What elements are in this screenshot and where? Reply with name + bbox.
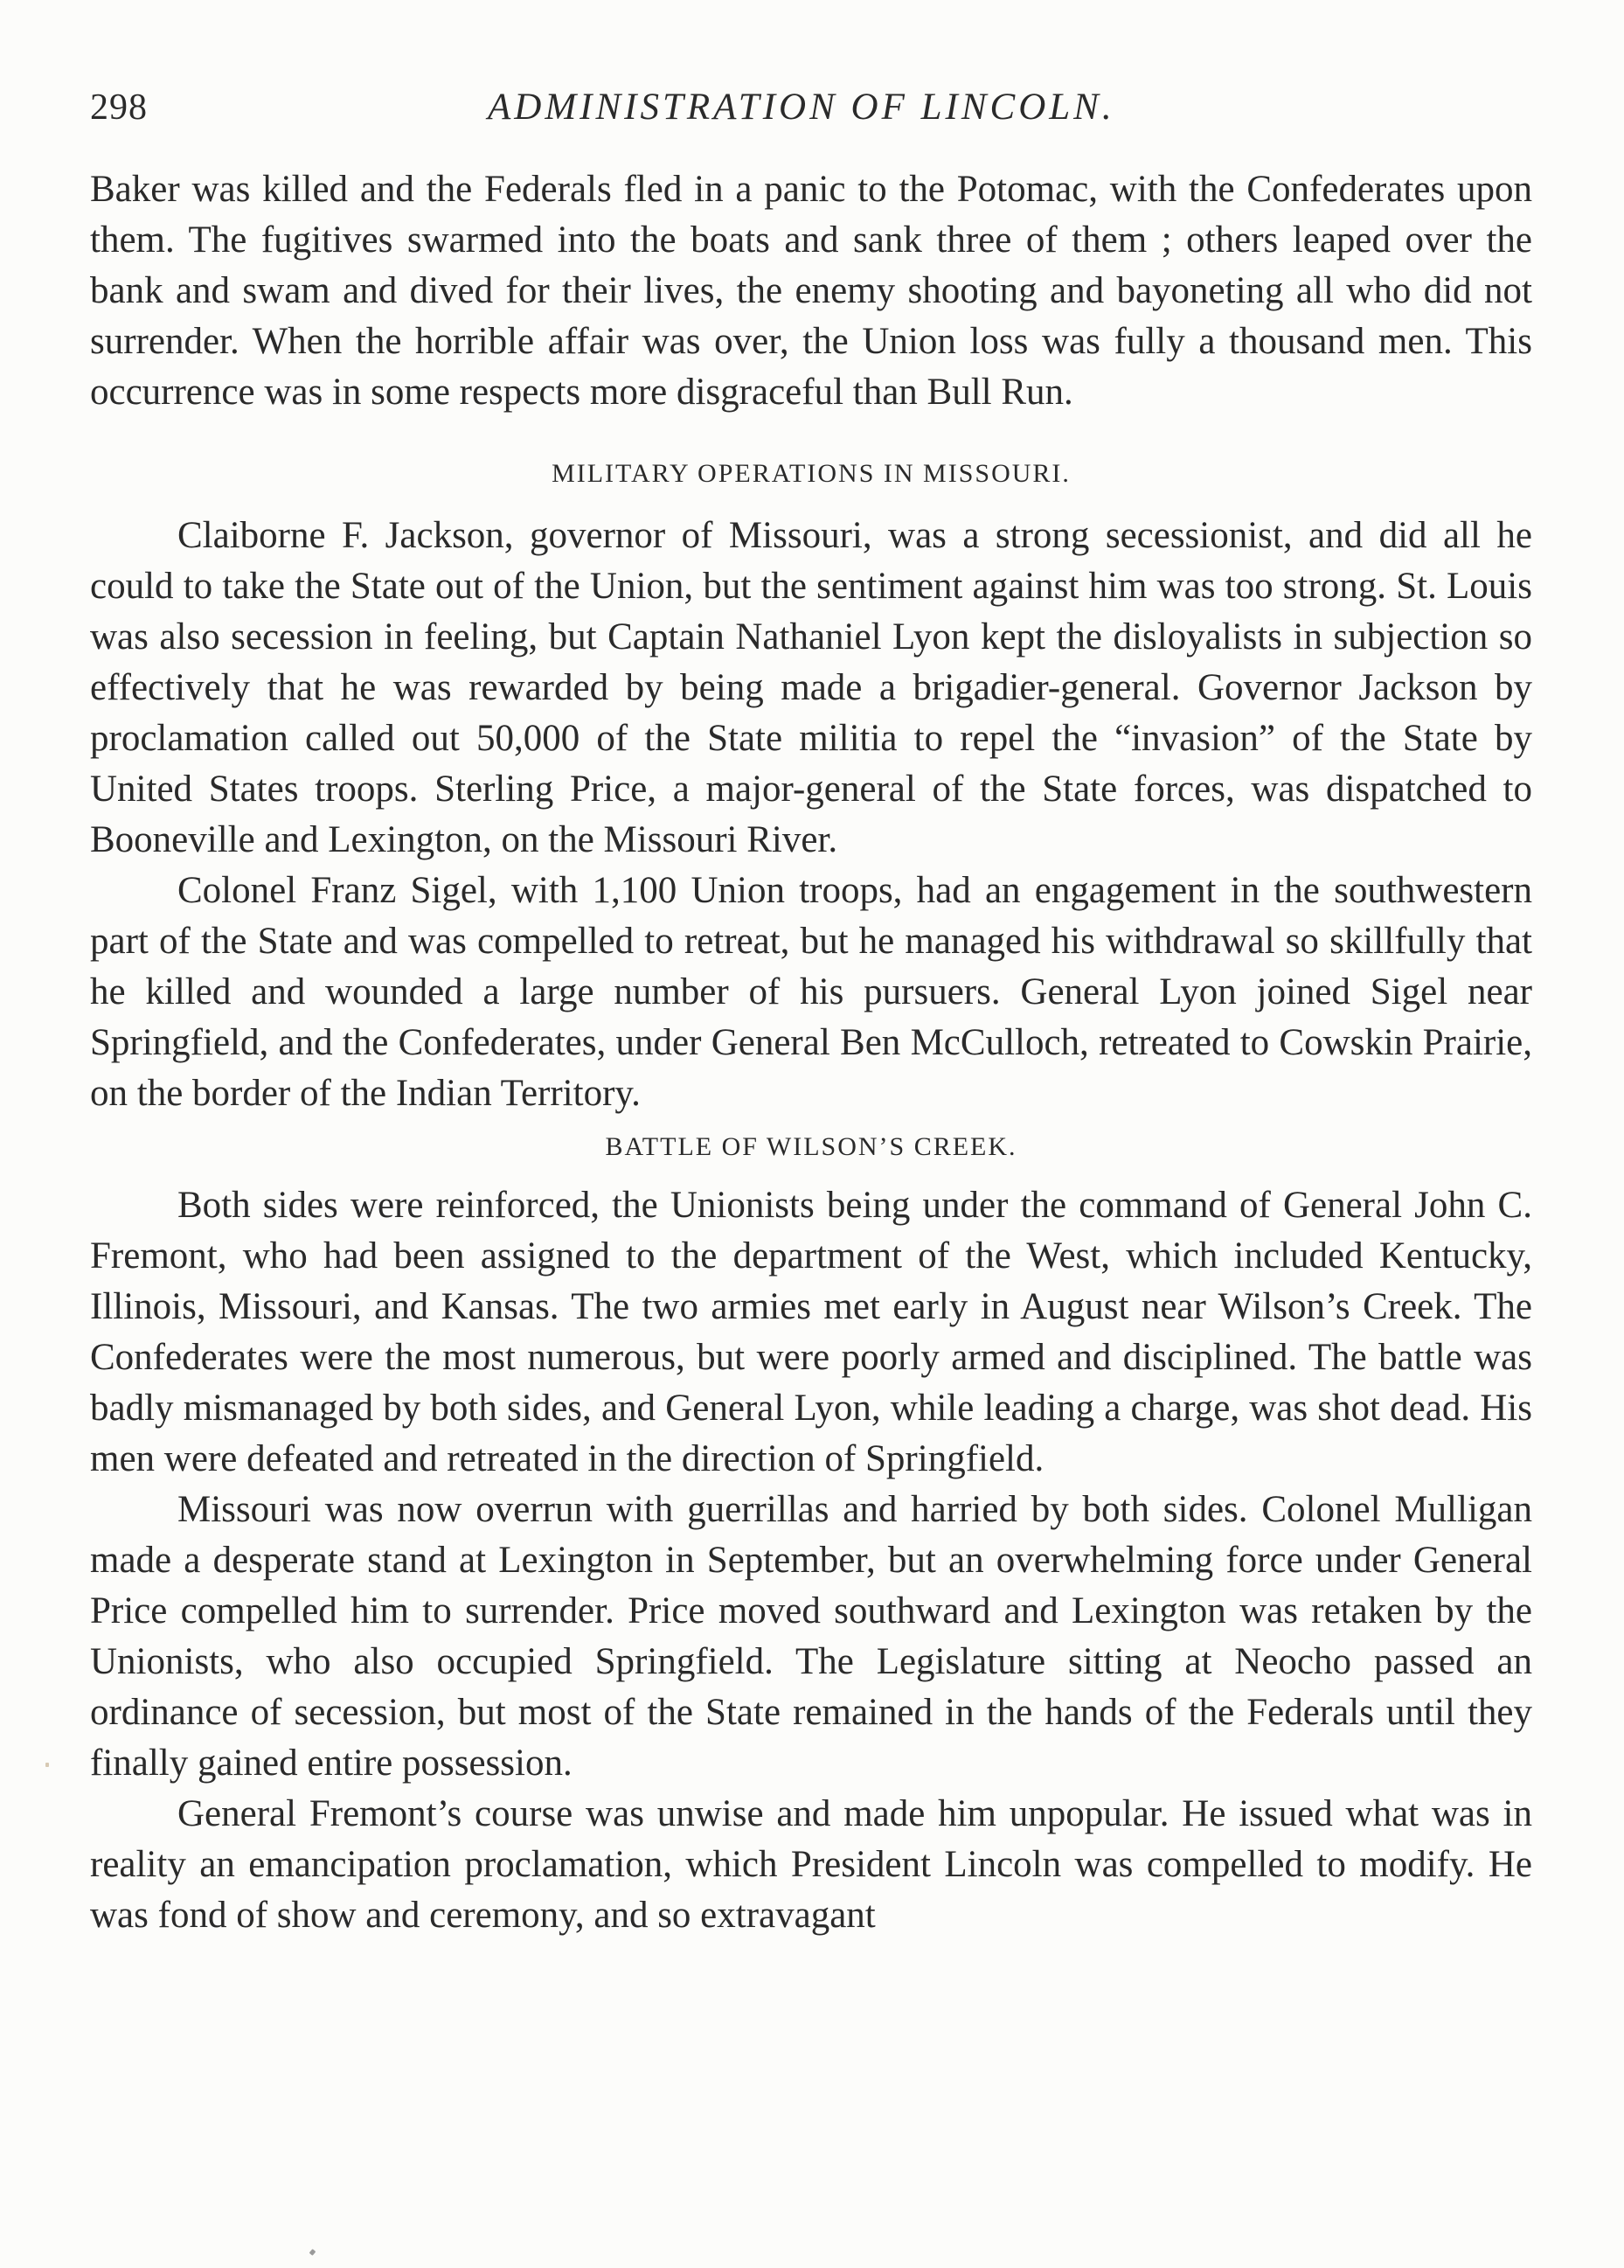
paragraph-franz-sigel: Colonel Franz Sigel, with 1,100 Union troops, had an engagement in the southwestern part of the State and was compelled to retreat, but he managed his withdrawal so skillfully that he killed and wounded a large number of his pursuers. General Lyon joined Sigel near Springfield, and the Confederates, under General Ben McCulloch, retreated to Cowskin Prairie, on the border of the Indian Territory. [90,870,1532,1114]
paper-speck [45,1763,49,1767]
paragraph-fremont-course: General Fremont’s course was unwise and made him unpopular. He issued what was in reality an emancipation proclamation, which President Lincoln was compelled to modify. He was fond of show and ceremony, and so extravagant [90,1793,1532,1936]
section-heading-wilsons-creek: BATTLE OF WILSON’S CREEK. [605,1132,1017,1161]
page-number: 298 [90,87,148,128]
paragraph-both-sides-reinforced: Both sides were reinforced, the Unionists being under the command of General John C. Fremont, who had been assigned to the department of the West, which included Kentucky, Illinois, Missouri, and Kansas. The two armies met early in August near Wilson’s Creek. The Confederates were the most numerous, but were poorly armed and disciplined. The battle was badly mismanaged by both sides, and General Lyon, while leading a charge, was shot dead. His men were defeated and retreated in the direction of Springfield. [90,1185,1532,1479]
paragraph-claiborne-jackson: Claiborne F. Jackson, governor of Missouri, was a strong secessionist, and did all he could to take the State out of the Union, but the sentiment against him was too strong. St. Louis was also secession in feeling, but Captain Nathaniel Lyon kept the disloyalists in subjection so effectively that he was rewarded by being made a brigadier-general. Governor Jackson by proclamation called out 50,000 of the State militia to repel the “invasion” of the State by United States troops. Sterling Price, a major-general of the State forces, was dispatched to Booneville and Lexington, on the Missouri River. [90,515,1532,860]
running-title: ADMINISTRATION OF LINCOLN. [488,87,1115,128]
paragraph-baker-killed: Baker was killed and the Federals fled in a panic to the Potomac, with the Confederates upon them. The fugitives swarmed into the boats and sank three of them ; others leaped over the bank and swam and dived for their lives, the enemy shooting and bayoneting all who did not surrender. When the horrible affair was over, the Union loss was fully a thousand men. This occurrence was in some respects more disgraceful than Bull Run. [90,169,1532,413]
section-heading-missouri: MILITARY OPERATIONS IN MISSOURI. [552,459,1071,488]
body-text [90,164,1532,1941]
running-head [90,77,1532,138]
paragraph-missouri-overrun: Missouri was now overrun with guerrillas and harried by both sides. Colonel Mulligan made a desperate stand at Lexington in September, but an overwhelming force under General Price compelled him to surrender. Price moved southward and Lexington was retaken by the Unionists, who also occupied Springfield. The Legislature sitting at Neocho passed an ordinance of secession, but most of the State remained in the hands of the Federals until they finally gained entire possession. [90,1489,1532,1784]
paper-speck [309,2249,316,2256]
